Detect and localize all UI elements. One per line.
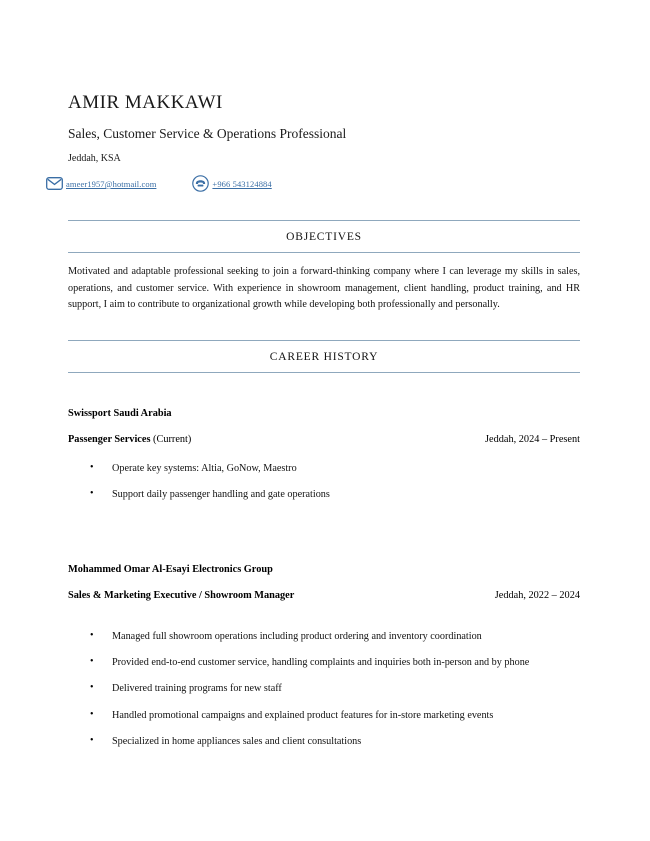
list-item: • Operate key systems: Altia, GoNow, Maestro xyxy=(112,461,580,476)
job-bullet-list xyxy=(68,461,580,503)
job-title-text: Sales & Marketing Executive / Showroom Manager xyxy=(68,589,295,601)
phone-contact[interactable] xyxy=(188,175,271,193)
career-history-heading-text: CAREER HISTORY xyxy=(269,350,379,363)
contact-row xyxy=(42,174,580,194)
job-company: Swissport Saudi Arabia xyxy=(68,407,172,419)
job-meta: Jeddah, 2024 – Present xyxy=(485,433,580,445)
career-history-heading xyxy=(68,340,580,373)
list-item: • Provided end-to-end customer service, handling complaints and inquiries both in-person and by phone xyxy=(112,655,580,670)
job-title xyxy=(68,590,294,601)
envelope-icon xyxy=(42,175,66,193)
list-item: • Support daily passenger handling and gate operations xyxy=(112,487,580,502)
resume-header xyxy=(68,92,580,194)
email-contact[interactable] xyxy=(42,175,156,193)
job-bullet-list xyxy=(68,629,580,749)
objectives-heading-text: OBJECTIVES xyxy=(286,230,362,243)
job-title-row xyxy=(68,590,580,601)
list-item: • Handled promotional campaigns and explained product features for in-store marketing events xyxy=(112,708,580,723)
candidate-tagline: Sales, Customer Service & Operations Professional xyxy=(68,125,347,141)
job-company: Mohammed Omar Al-Esayi Electronics Group xyxy=(68,563,273,575)
career-history-section xyxy=(68,340,580,750)
job-meta: Jeddah, 2022 – 2024 xyxy=(494,589,580,601)
resume-content xyxy=(68,92,580,760)
objectives-heading xyxy=(68,220,580,253)
job-title xyxy=(68,434,191,445)
telephone-icon xyxy=(188,175,212,193)
career-spacer xyxy=(68,373,580,407)
job-title-suffix: (Current) xyxy=(153,433,192,445)
list-item: • Delivered training programs for new staff xyxy=(112,681,580,696)
objectives-section xyxy=(68,220,580,314)
candidate-name: AMIR MAKKAWI xyxy=(68,92,223,113)
phone-text[interactable]: +966 543124884 xyxy=(212,178,272,189)
list-item: • Managed full showroom operations including product ordering and inventory coordination xyxy=(112,629,580,644)
list-item: • Specialized in home appliances sales and client consultations xyxy=(112,734,580,749)
job-title-row xyxy=(68,434,580,445)
job-entry xyxy=(68,563,580,750)
job-entry xyxy=(68,407,580,503)
job-title-text: Passenger Services xyxy=(68,433,151,445)
candidate-location: Jeddah, KSA xyxy=(68,152,121,164)
email-text[interactable]: ameer1957@hotmail.com xyxy=(66,178,157,189)
objectives-body: Motivated and adaptable professional seeking to join a forward-thinking company where I can leverage my skills in sales, operations, and customer service. With experience in showroom management, client handling, product training, and HR support, I aim to contribute to organizational growth while developing both professionally and personally. xyxy=(68,265,580,311)
